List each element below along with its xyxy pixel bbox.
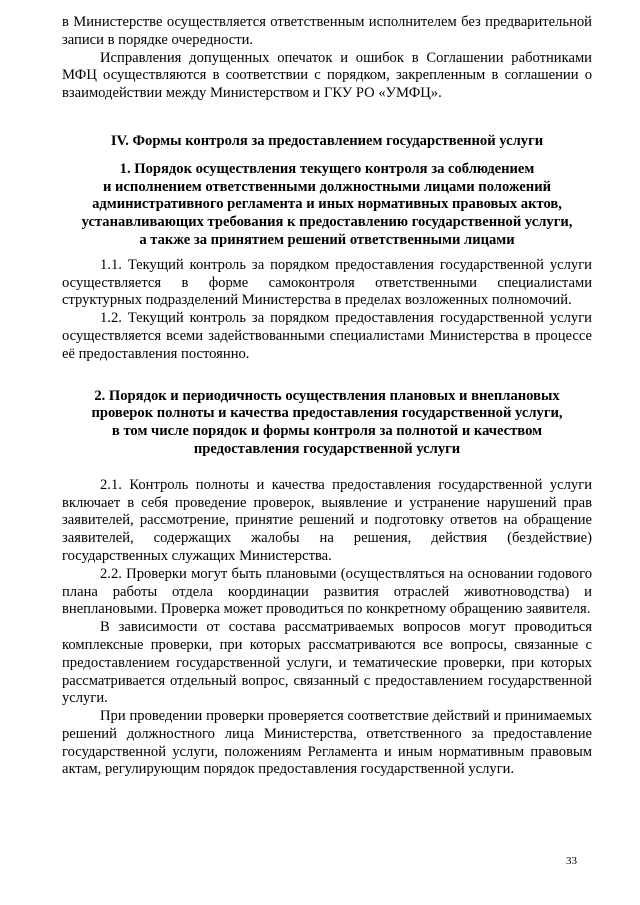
subsection-1-title-line: административного регламента и иных нормативных правовых актов,: [92, 196, 562, 213]
subsection-1-title: [62, 161, 592, 250]
intro-paragraph-2: Исправления допущенных опечаток и ошибок в Соглашении работниками МФЦ осуществляются в соответствии с порядком, закрепленным в соглашении о взаимодействии между Министерством и ГКУ РО «УМФЦ».: [62, 49, 592, 102]
subsection-2-title-line: проверок полноты и качества предоставления государственной услуги,: [91, 405, 563, 422]
subsection-2-title-line: 2. Порядок и периодичность осуществления плановых и внеплановых: [94, 387, 560, 404]
subsection-1-title-line: устанавливающих требования к предоставлению государственной услуги,: [81, 214, 573, 231]
paragraph-2-3: В зависимости от состава рассматриваемых вопросов могут проводиться комплексные проверки, при которых рассматриваются все вопросы, связанные с предоставлением государственной услуги, и тематические проверки, при которых рассматривается отдельный вопрос, связанный с предоставлением государственной услуги.: [62, 619, 592, 707]
page-number: 33: [566, 855, 577, 867]
paragraph-2-4: При проведении проверки проверяется соответствие действий и принимаемых решений должностного лица Министерства, ответственного за предоставление государственной услуги, положениям Регламента и иным нормативным правовым актам, регулирующим порядок предоставления государственной услуги.: [62, 708, 592, 778]
subsection-1-title-line: и исполнением ответственными должностными лицами положений: [102, 178, 552, 195]
paragraph-1-1: 1.1. Текущий контроль за порядком предоставления государственной услуги осуществляется в форме самоконтроля ответственными специалистами структурных подразделений Министерства в пределах возложенных полномочий.: [62, 256, 592, 309]
subsection-1-title-line: а также за принятием решений ответственными лицами: [139, 231, 515, 248]
subsection-2-title-line: в том числе порядок и формы контроля за полнотой и качеством: [111, 423, 543, 440]
subsection-2-title: [62, 388, 592, 459]
paragraph-2-1: 2.1. Контроль полноты и качества предоставления государственной услуги включает в себя проведение проверок, выявление и устранение нарушений прав заявителей, рассмотрение, принятие решений и подготовку ответов на обращение заявителей, содержащих жалобы на решения, действия (бездействие) государственных служащих Министерства.: [62, 476, 592, 564]
intro-paragraph-1: в Министерстве осуществляется ответственным исполнителем без предварительной записи в порядке очередности.: [62, 14, 592, 48]
subsection-2-title-line: предоставления государственной услуги: [193, 440, 461, 457]
document-page: [62, 14, 592, 779]
subsection-1-title-line: 1. Порядок осуществления текущего контроля за соблюдением: [119, 160, 535, 177]
section-title: IV. Формы контроля за предоставлением государственной услуги: [110, 132, 544, 149]
paragraph-1-2: 1.2. Текущий контроль за порядком предоставления государственной услуги осуществляется всеми задействованными специалистами Министерства в процессе её предоставления постоянно.: [62, 310, 592, 362]
paragraph-2-2: 2.2. Проверки могут быть плановыми (осуществляться на основании годового плана работы отдела координации развития отраслей животноводства) и внеплановыми. Проверка может проводиться по конкретному обращению заявителя.: [62, 565, 592, 618]
